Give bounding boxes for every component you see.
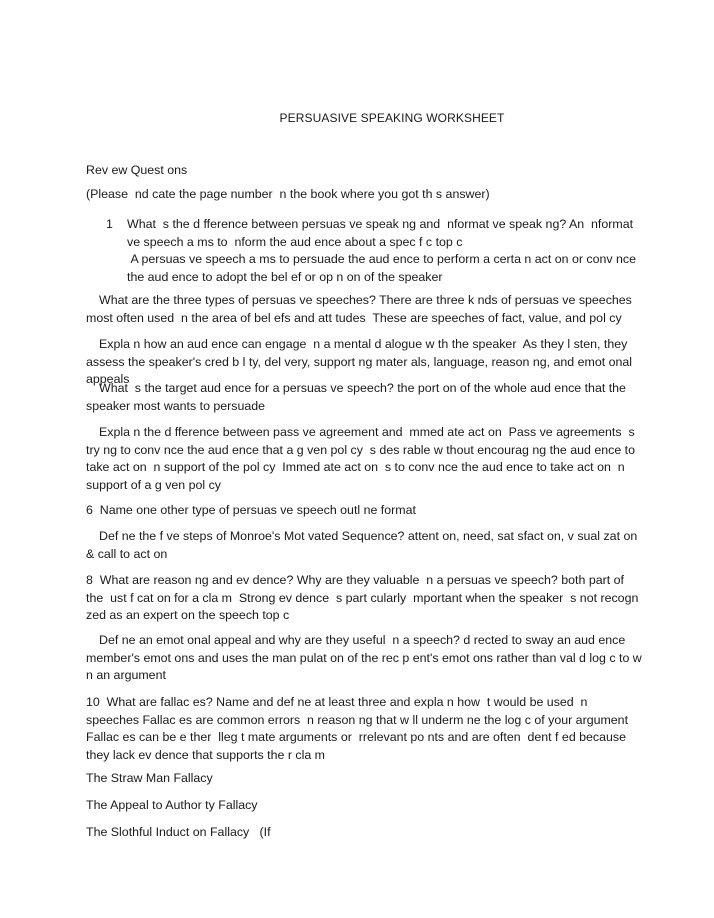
question-3: Expla n how an aud ence can engage n a mental d alogue w th the speaker As they l sten, they assess the speaker's cred b l ty, del very, support ng mater als, language, reason ng, and emot onal appeals xyxy=(86,337,636,386)
fallacy-item: The Straw Man Fallacy xyxy=(86,771,213,785)
question-text: What s the d fference between persuas ve speak ng and nformat ve speak ng? An nformat ve speech a ms to nform the aud ence about a spec f c top c A persuas ve speech a ms to persuade the aud ence to perform a certa n act on or conv nce the aud ence to adopt the bel ef or op n on of the speaker xyxy=(127,217,637,284)
fallacy-item: The Slothful Induct on Fallacy (If xyxy=(86,825,271,839)
fallacy-item: The Appeal to Author ty Fallacy xyxy=(86,798,258,812)
instruction-text: (Please nd cate the page number n the book where you got th s answer) xyxy=(86,187,490,201)
question-8: 8 What are reason ng and ev dence? Why are they valuable n a persuas ve speech? both part of the ust f cat on for a cla m Strong ev dence s part cularly mportant when the speaker s not recogn zed as an expert on the speech top c xyxy=(86,573,642,622)
question-10: 10 What are fallac es? Name and def ne at least three and expla n how t would be used n speeches Fallac es are common errors n reason ng that w ll underm ne the log c of your argument Fallac es can be e ther lleg t mate arguments or rrelevant po nts and are often dent f ed because they lack ev dence that supports the r cla m xyxy=(86,695,635,762)
question-5: Expla n the d fference between pass ve agreement and mmed ate act on Pass ve agreements s try ng to conv nce the aud ence that a g ven pol cy s des rable w thout encourag ng the aud ence to take act on n support of the pol cy Immed ate act on s to conv nce the aud ence to take act on n support of a g ven pol cy xyxy=(86,425,639,492)
question-2: What are the three types of persuas ve speeches? There are three k nds of persuas ve speeches most often used n the area of bel efs and att tudes These are speeches of fact, value, and pol cy xyxy=(86,293,636,325)
page-title: PERSUASIVE SPEAKING WORKSHEET xyxy=(279,111,505,125)
question-9: Def ne an emot onal appeal and why are they useful n a speech? d rected to sway an aud ence member's emot ons and uses the man pulat on of the rec p ent's emot ons rather than val d log c to w n an argument xyxy=(86,633,646,682)
section-heading: Rev ew Quest ons xyxy=(86,163,188,177)
question-number: 1 xyxy=(106,217,113,231)
question-7: Def ne the f ve steps of Monroe's Mot vated Sequence? attent on, need, sat sfact on, v sual zat on & call to act on xyxy=(86,529,641,561)
question-6: 6 Name one other type of persuas ve speech outl ne format xyxy=(86,503,416,517)
question-4: What s the target aud ence for a persuas ve speech? the port on of the whole aud ence that the speaker most wants to persuade xyxy=(86,381,630,413)
